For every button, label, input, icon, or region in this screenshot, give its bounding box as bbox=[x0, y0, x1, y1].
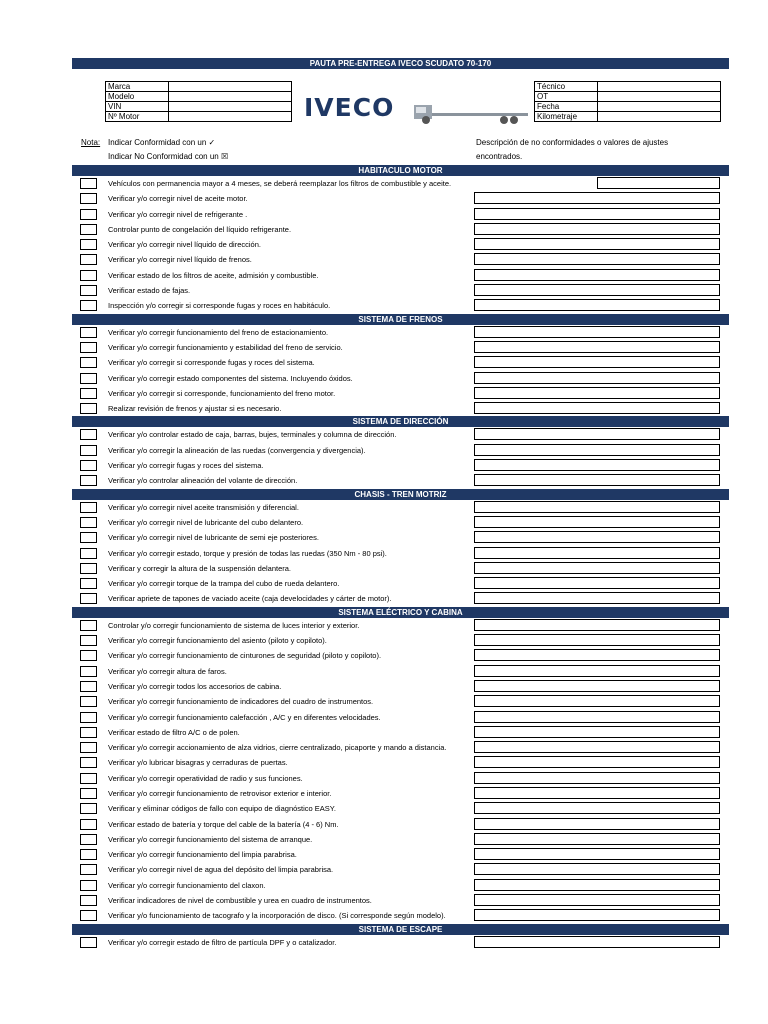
checklist-item-text: Verificar y/o corregir nivel líquido de frenos. bbox=[108, 255, 252, 265]
checklist-item-text: Verificar y/o corregir operatividad de radio y sus funciones. bbox=[108, 773, 303, 783]
conformity-checkbox[interactable] bbox=[80, 864, 97, 875]
fecha-field[interactable] bbox=[598, 102, 721, 112]
conformity-checkbox[interactable] bbox=[80, 429, 97, 440]
checklist-item-text: Realizar revisión de frenos y ajustar si es necesario. bbox=[108, 404, 282, 414]
checklist-row bbox=[72, 664, 729, 679]
checklist-row bbox=[72, 591, 729, 606]
sections-container bbox=[72, 165, 729, 950]
checklist-row bbox=[72, 340, 729, 355]
checklist-item-text: Verificar y/o lubricar bisagras y cerraduras de puertas. bbox=[108, 758, 288, 768]
checklist-row bbox=[72, 283, 729, 298]
observation-field[interactable] bbox=[474, 833, 720, 845]
checklist-item-text: Controlar y/o corregir funcionamiento de sistema de luces interior y exterior. bbox=[108, 620, 360, 630]
conformity-checkbox[interactable] bbox=[80, 696, 97, 707]
checklist-row bbox=[72, 473, 729, 488]
observation-field[interactable] bbox=[474, 936, 720, 948]
observation-field[interactable] bbox=[474, 619, 720, 631]
section-header: SISTEMA ELÉCTRICO Y CABINA bbox=[72, 607, 729, 618]
observation-field[interactable] bbox=[474, 208, 720, 220]
checklist-row bbox=[72, 252, 729, 267]
checklist-item-text: Verificar y/o corregir nivel de refrigerante . bbox=[108, 209, 248, 219]
checklist-row bbox=[72, 817, 729, 832]
checklist-item-text: Verificar y/o corregir nivel líquido de dirección. bbox=[108, 240, 261, 250]
checklist-item-text: Inspección y/o corregir si corresponde fugas y roces en habitáculo. bbox=[108, 301, 331, 311]
observation-field[interactable] bbox=[474, 695, 720, 707]
note-description: Descripción de no conformidades o valores de ajustes bbox=[476, 138, 669, 147]
field-label: Kilometraje bbox=[535, 112, 598, 122]
checklist-row bbox=[72, 268, 729, 283]
checklist-item-text: Verificar y/o corregir funcionamiento de indicadores del cuadro de instrumentos. bbox=[108, 697, 374, 707]
checklist-item-text: Verificar y/o controlar estado de caja, barras, bujes, terminales y columna de dirección. bbox=[108, 430, 397, 440]
modelo-field[interactable] bbox=[169, 92, 292, 102]
conformity-checkbox[interactable] bbox=[80, 239, 97, 250]
section-header: CHASIS - TREN MOTRIZ bbox=[72, 489, 729, 500]
conformity-checkbox[interactable] bbox=[80, 666, 97, 677]
conformity-checkbox[interactable] bbox=[80, 849, 97, 860]
checklist-row bbox=[72, 222, 729, 237]
checklist-row bbox=[72, 832, 729, 847]
conformity-checkbox[interactable] bbox=[80, 937, 97, 948]
checklist-item-text: Verificar y/o corregir torque de la trampa del cubo de rueda delantero. bbox=[108, 579, 340, 589]
conformity-checkbox[interactable] bbox=[80, 742, 97, 753]
checklist-item-text: Verificar y/o corregir funcionamiento del freno de estacionamiento. bbox=[108, 327, 329, 337]
conformity-checkbox[interactable] bbox=[80, 819, 97, 830]
checklist-item-text: Verificar y/o corregir funcionamiento de retrovisor exterior e interior. bbox=[108, 788, 332, 798]
checklist-item-text: Verificar y/o corregir nivel de aceite motor. bbox=[108, 194, 248, 204]
observation-field[interactable] bbox=[474, 592, 720, 604]
observation-field[interactable] bbox=[474, 372, 720, 384]
tecnico-field[interactable] bbox=[598, 82, 721, 92]
checklist-row bbox=[72, 893, 729, 908]
conformity-checkbox[interactable] bbox=[80, 757, 97, 768]
checklist-item-text: Verificar y/o corregir altura de faros. bbox=[108, 666, 227, 676]
checklist-row bbox=[72, 648, 729, 663]
conformity-checkbox[interactable] bbox=[80, 300, 97, 311]
conformity-checkbox[interactable] bbox=[80, 880, 97, 891]
observation-field[interactable] bbox=[474, 444, 720, 456]
checklist-row bbox=[72, 740, 729, 755]
observation-field[interactable] bbox=[474, 269, 720, 281]
checklist-item-text: Verificar y/o corregir funcionamiento del claxon. bbox=[108, 880, 266, 890]
checklist-row bbox=[72, 908, 729, 923]
checklist-row bbox=[72, 633, 729, 648]
field-label: Técnico bbox=[535, 82, 598, 92]
checklist-item-text: Verificar estado de filtro A/C o de polen. bbox=[108, 727, 240, 737]
iveco-logo: IVECO bbox=[304, 93, 395, 122]
observation-field[interactable] bbox=[474, 909, 720, 921]
observation-field[interactable] bbox=[474, 459, 720, 471]
observation-field[interactable] bbox=[474, 863, 720, 875]
checklist-row bbox=[72, 401, 729, 416]
observation-field[interactable] bbox=[474, 756, 720, 768]
checklist-row bbox=[72, 576, 729, 591]
field-label: Fecha bbox=[535, 102, 598, 112]
observation-field[interactable] bbox=[474, 787, 720, 799]
checklist-row bbox=[72, 725, 729, 740]
observation-field[interactable] bbox=[474, 680, 720, 692]
checklist-row bbox=[72, 325, 729, 340]
checklist-row bbox=[72, 458, 729, 473]
conformity-checkbox[interactable] bbox=[80, 224, 97, 235]
observation-field[interactable] bbox=[597, 177, 720, 189]
observation-field[interactable] bbox=[474, 894, 720, 906]
observation-field[interactable] bbox=[474, 818, 720, 830]
checklist-item-text: Verificar y/o corregir si corresponde, funcionamiento del freno motor. bbox=[108, 388, 336, 398]
checklist-row bbox=[72, 443, 729, 458]
observation-field[interactable] bbox=[474, 223, 720, 235]
conformity-checkbox[interactable] bbox=[80, 517, 97, 528]
conformity-checkbox[interactable] bbox=[80, 209, 97, 220]
conformity-checkbox[interactable] bbox=[80, 578, 97, 589]
conformity-checkbox[interactable] bbox=[80, 254, 97, 265]
checklist-item-text: Verificar y/o corregir la alineación de las ruedas (convergencia y divergencia). bbox=[108, 445, 366, 455]
conformity-checkbox[interactable] bbox=[80, 388, 97, 399]
observation-field[interactable] bbox=[474, 634, 720, 646]
note-description-2: encontrados. bbox=[476, 152, 523, 161]
observation-field[interactable] bbox=[474, 341, 720, 353]
ot-field[interactable] bbox=[598, 92, 721, 102]
checklist-item-text: Verificar y/o corregir accionamiento de alza vidrios, cierre centralizado, picaporte y mando a distancia. bbox=[108, 743, 447, 753]
observation-field[interactable] bbox=[474, 253, 720, 265]
checklist-row bbox=[72, 298, 729, 313]
marca-field[interactable] bbox=[169, 82, 292, 92]
checklist-row bbox=[72, 530, 729, 545]
note-nok: Indicar No Conformidad con un ☒ bbox=[108, 152, 229, 161]
conformity-checkbox[interactable] bbox=[80, 712, 97, 723]
checklist-row bbox=[72, 191, 729, 206]
observation-field[interactable] bbox=[474, 562, 720, 574]
checklist-row bbox=[72, 561, 729, 576]
conformity-checkbox[interactable] bbox=[80, 895, 97, 906]
checklist-row bbox=[72, 515, 729, 530]
observation-field[interactable] bbox=[474, 741, 720, 753]
checklist-item-text: Verificar y/o corregir funcionamiento de cinturones de seguridad (piloto y copiloto). bbox=[108, 651, 382, 661]
observation-field[interactable] bbox=[474, 577, 720, 589]
checklist-item-text: Verificar apriete de tapones de vaciado aceite (caja develocidades y cárter de motor). bbox=[108, 594, 392, 604]
kilometraje-field[interactable] bbox=[598, 112, 721, 122]
observation-field[interactable] bbox=[474, 238, 720, 250]
checklist-row bbox=[72, 500, 729, 515]
conformity-checkbox[interactable] bbox=[80, 327, 97, 338]
conformity-checkbox[interactable] bbox=[80, 270, 97, 281]
vehicle-info-table bbox=[105, 81, 292, 122]
observation-field[interactable] bbox=[474, 402, 720, 414]
checklist-item-text: Verificar y/o corregir funcionamiento del sistema de arranque. bbox=[108, 834, 313, 844]
checklist-item-text: Verificar y/o corregir todos los accesorios de cabina. bbox=[108, 681, 282, 691]
observation-field[interactable] bbox=[474, 326, 720, 338]
conformity-checkbox[interactable] bbox=[80, 788, 97, 799]
conformity-checkbox[interactable] bbox=[80, 445, 97, 456]
observation-field[interactable] bbox=[474, 428, 720, 440]
checklist-item-text: Verificar y corregir la altura de la suspensión delantera. bbox=[108, 563, 292, 573]
header-block bbox=[72, 69, 729, 161]
checklist-item-text: Verificar estado de los filtros de aceite, admisión y combustible. bbox=[108, 270, 319, 280]
checklist-item-text: Verificar estado de fajas. bbox=[108, 286, 191, 296]
observation-field[interactable] bbox=[474, 802, 720, 814]
conformity-checkbox[interactable] bbox=[80, 532, 97, 543]
conformity-checkbox[interactable] bbox=[80, 373, 97, 384]
conformity-checkbox[interactable] bbox=[80, 178, 97, 189]
checklist-row bbox=[72, 176, 729, 191]
checklist-row bbox=[72, 710, 729, 725]
checklist-item-text: Verificar y/o corregir fugas y roces del sistema. bbox=[108, 461, 264, 471]
checklist-item-text: Verificar y/o corregir funcionamiento y estabilidad del freno de servicio. bbox=[108, 342, 343, 352]
checklist-row bbox=[72, 862, 729, 877]
checklist-row bbox=[72, 694, 729, 709]
conformity-checkbox[interactable] bbox=[80, 285, 97, 296]
conformity-checkbox[interactable] bbox=[80, 357, 97, 368]
checklist-row bbox=[72, 847, 729, 862]
field-label: VIN bbox=[106, 102, 169, 112]
checklist-item-text: Verificar y eliminar códigos de fallo con equipo de diagnóstico EASY. bbox=[108, 804, 336, 814]
conformity-checkbox[interactable] bbox=[80, 635, 97, 646]
observation-field[interactable] bbox=[474, 848, 720, 860]
conformity-checkbox[interactable] bbox=[80, 910, 97, 921]
conformity-checkbox[interactable] bbox=[80, 193, 97, 204]
note-label: Nota: bbox=[81, 138, 101, 147]
conformity-checkbox[interactable] bbox=[80, 475, 97, 486]
observation-field[interactable] bbox=[474, 547, 720, 559]
note-ok: Indicar Conformidad con un ✓ bbox=[108, 138, 216, 147]
conformity-checkbox[interactable] bbox=[80, 593, 97, 604]
observation-field[interactable] bbox=[474, 531, 720, 543]
observation-field[interactable] bbox=[474, 879, 720, 891]
checklist-item-text: Verificar y/o corregir si corresponde fugas y roces del sistema. bbox=[108, 358, 315, 368]
motor-field[interactable] bbox=[169, 112, 292, 122]
service-info-table bbox=[534, 81, 721, 122]
checklist-item-text: Verificar y/o controlar alineación del volante de dirección. bbox=[108, 476, 298, 486]
checklist-row bbox=[72, 386, 729, 401]
truck-chassis-icon bbox=[412, 99, 532, 125]
conformity-checkbox[interactable] bbox=[80, 620, 97, 631]
checklist-row bbox=[72, 935, 729, 950]
observation-field[interactable] bbox=[474, 501, 720, 513]
checklist-item-text: Verificar y/o corregir estado de filtro de partícula DPF y o catalizador. bbox=[108, 937, 337, 947]
checklist-item-text: Verificar y/o corregir nivel aceite transmisión y diferencial. bbox=[108, 502, 299, 512]
checklist-row bbox=[72, 801, 729, 816]
checklist-row bbox=[72, 546, 729, 561]
conformity-checkbox[interactable] bbox=[80, 727, 97, 738]
checklist-item-text: Verificar y/o corregir nivel de lubricante del cubo delantero. bbox=[108, 517, 304, 527]
conformity-checkbox[interactable] bbox=[80, 502, 97, 513]
checklist-row bbox=[72, 786, 729, 801]
checklist-row bbox=[72, 355, 729, 370]
checklist-row bbox=[72, 371, 729, 386]
checklist-item-text: Verificar y/o corregir nivel de agua del depósito del limpia parabrisa. bbox=[108, 865, 334, 875]
checklist-item-text: Verificar y/o corregir funcionamiento del limpia parabrisa. bbox=[108, 850, 297, 860]
observation-field[interactable] bbox=[474, 649, 720, 661]
conformity-checkbox[interactable] bbox=[80, 403, 97, 414]
observation-field[interactable] bbox=[474, 299, 720, 311]
checklist-item-text: Verificar y/o funcionamiento de tacografo y la incorporación de disco. (Si corresponde según modelo). bbox=[108, 911, 446, 921]
checklist-row bbox=[72, 207, 729, 222]
conformity-checkbox[interactable] bbox=[80, 548, 97, 559]
checklist-row bbox=[72, 237, 729, 252]
field-label: Modelo bbox=[106, 92, 169, 102]
checklist-item-text: Verificar y/o corregir estado, torque y presión de todas las ruedas (350 Nm - 80 psi). bbox=[108, 548, 387, 558]
checklist-item-text: Verificar y/o corregir nivel de lubricante de semi eje posteriores. bbox=[108, 533, 319, 543]
conformity-checkbox[interactable] bbox=[80, 650, 97, 661]
observation-field[interactable] bbox=[474, 192, 720, 204]
checklist-item-text: Verificar y/o corregir funcionamiento del asiento (piloto y copiloto). bbox=[108, 636, 327, 646]
checklist-item-text: Verificar y/o corregir funcionamiento calefacción , A/C y en diferentes velocidades. bbox=[108, 712, 381, 722]
observation-field[interactable] bbox=[474, 726, 720, 738]
checklist-item-text: Verificar y/o corregir estado componentes del sistema. Incluyendo óxidos. bbox=[108, 373, 353, 383]
conformity-checkbox[interactable] bbox=[80, 563, 97, 574]
field-label: OT bbox=[535, 92, 598, 102]
checklist-item-text: Vehículos con permanencia mayor a 4 meses, se deberá reemplazar los filtros de combustible y aceite. bbox=[108, 179, 452, 188]
observation-field[interactable] bbox=[474, 711, 720, 723]
section-header: SISTEMA DE FRENOS bbox=[72, 314, 729, 325]
observation-field[interactable] bbox=[474, 665, 720, 677]
observation-field[interactable] bbox=[474, 772, 720, 784]
observation-field[interactable] bbox=[474, 356, 720, 368]
checklist-page bbox=[72, 58, 729, 950]
checklist-row bbox=[72, 878, 729, 893]
observation-field[interactable] bbox=[474, 516, 720, 528]
conformity-checkbox[interactable] bbox=[80, 460, 97, 471]
section-header: SISTEMA DE ESCAPE bbox=[72, 924, 729, 935]
checklist-row bbox=[72, 771, 729, 786]
checklist-row bbox=[72, 755, 729, 770]
conformity-checkbox[interactable] bbox=[80, 834, 97, 845]
field-label: Marca bbox=[106, 82, 169, 92]
checklist-item-text: Controlar punto de congelación del líquido refrigerante. bbox=[108, 224, 292, 234]
page-title: PAUTA PRE-ENTREGA IVECO SCUDATO 70-170 bbox=[72, 58, 729, 69]
conformity-checkbox[interactable] bbox=[80, 803, 97, 814]
section-header: SISTEMA DE DIRECCIÓN bbox=[72, 416, 729, 427]
checklist-item-text: Verificar estado de batería y torque del cable de la batería (4 - 6) Nm. bbox=[108, 819, 339, 829]
vin-field[interactable] bbox=[169, 102, 292, 112]
conformity-checkbox[interactable] bbox=[80, 681, 97, 692]
checklist-row bbox=[72, 618, 729, 633]
observation-field[interactable] bbox=[474, 474, 720, 486]
conformity-checkbox[interactable] bbox=[80, 342, 97, 353]
field-label: Nº Motor bbox=[106, 112, 169, 122]
checklist-row bbox=[72, 427, 729, 442]
section-header: HABITACULO MOTOR bbox=[72, 165, 729, 176]
observation-field[interactable] bbox=[474, 284, 720, 296]
conformity-checkbox[interactable] bbox=[80, 773, 97, 784]
checklist-row bbox=[72, 679, 729, 694]
checklist-item-text: Verificar indicadores de nivel de combustible y urea en cuadro de instrumentos. bbox=[108, 896, 372, 906]
observation-field[interactable] bbox=[474, 387, 720, 399]
